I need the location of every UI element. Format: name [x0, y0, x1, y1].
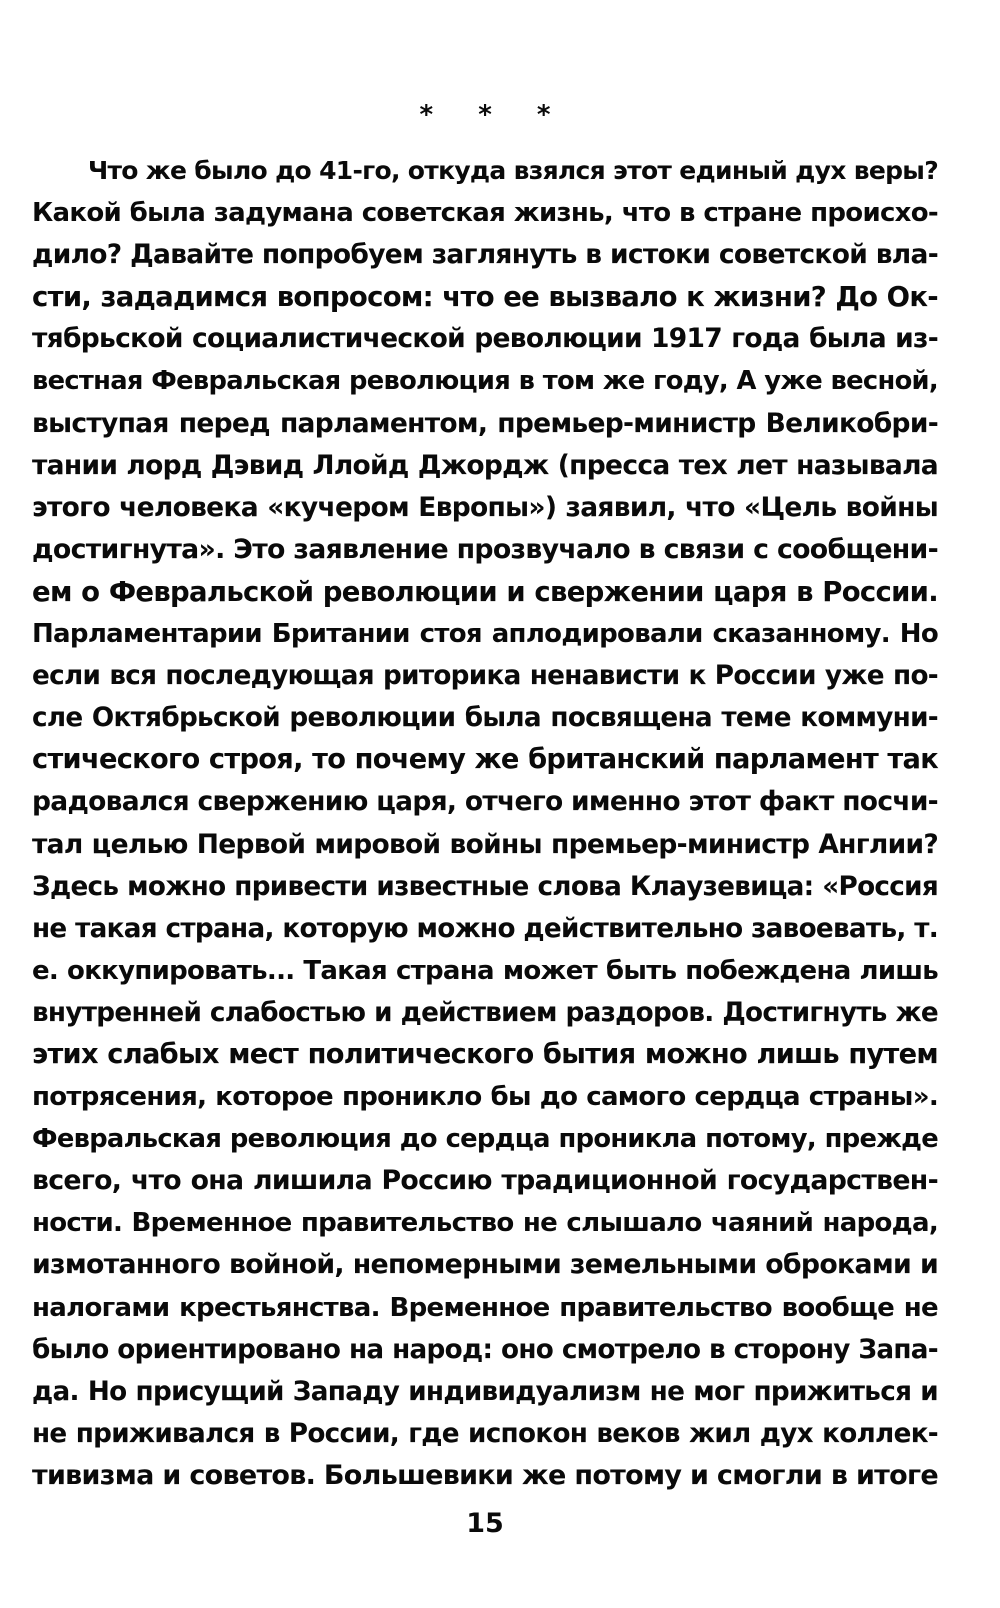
text-line: потрясения, которое проникло бы до самого сердца страны». — [32, 1082, 938, 1113]
text-line: налогами крестьянства. Временное правительство вообще не — [32, 1292, 938, 1323]
book-page — [32, 0, 938, 1608]
text-line: Что же было до 41-го, откуда взялся этот единый дух веры? — [88, 156, 938, 185]
text-line: этого человека «кучером Европы») заявил, что «Цель войны — [32, 491, 938, 523]
section-separator: * * * — [419, 100, 569, 130]
text-line: не такая страна, которую можно действительно завоевать, т. — [32, 913, 938, 944]
text-line: тании лорд Дэвид Ллойд Джордж (пресса тех лет называла — [32, 449, 938, 481]
text-line: Февральская революция до сердца проникла потому, прежде — [32, 1124, 938, 1155]
text-line: тивизма и советов. Большевики же потому и смогли в итоге — [32, 1459, 938, 1491]
text-line: радовался свержению царя, отчего именно этот факт посчи- — [32, 786, 938, 818]
page-number: 15 — [466, 1508, 504, 1539]
text-line: этих слабых мест политического бытия можно лишь путем — [32, 1038, 938, 1070]
text-line: ности. Временное правительство не слышало чаяний народа, — [32, 1208, 938, 1239]
text-line: Какой была задумана советская жизнь, что в стране происхо- — [32, 198, 938, 229]
text-line: дило? Давайте попробуем заглянуть в истоки советской вла- — [32, 239, 938, 271]
text-line: всего, что она лишила Россию традиционной государствен- — [32, 1165, 938, 1197]
text-line: измотанного войной, непомерными земельными оброками и — [32, 1249, 938, 1281]
text-line: е. оккупировать... Такая страна может быть побеждена лишь — [32, 955, 938, 986]
text-line: внутренней слабостью и действием раздоров. Достигнуть же — [32, 997, 938, 1028]
text-line: было ориентировано на народ: оно смотрело в сторону Запа- — [32, 1334, 938, 1365]
text-line: не приживался в России, где испокон веков жил дух коллек- — [32, 1418, 938, 1449]
text-line: если вся последующая риторика ненависти к России уже по- — [32, 661, 938, 692]
text-line: сти, зададимся вопросом: что ее вызвало к жизни? До Ок- — [32, 281, 938, 314]
text-line: Парламентарии Британии стоя аплодировали сказанному. Но — [32, 619, 938, 650]
text-line: тал целью Первой мировой войны премьер-министр Англии? — [32, 828, 938, 860]
body-text — [32, 150, 938, 1497]
text-line: ем о Февральской революции и свержении царя в России. — [32, 575, 938, 608]
text-line: Здесь можно привести известные слова Клаузевица: «Россия — [32, 871, 938, 902]
text-line: да. Но присущий Западу индивидуализм не мог прижиться и — [32, 1376, 938, 1407]
text-line: достигнута». Это заявление прозвучало в связи с сообщени- — [32, 533, 938, 565]
text-line: стического строя, то почему же британский парламент так — [32, 744, 938, 776]
text-line: выступая перед парламентом, премьер-министр Великобри- — [32, 407, 938, 439]
text-line: вестная Февральская революция в том же году, А уже весной, — [32, 366, 938, 397]
text-line: сле Октябрьской революции была посвящена теме коммуни- — [32, 703, 938, 734]
text-line: тябрьской социалистической революции 1917 года была из- — [32, 323, 938, 355]
